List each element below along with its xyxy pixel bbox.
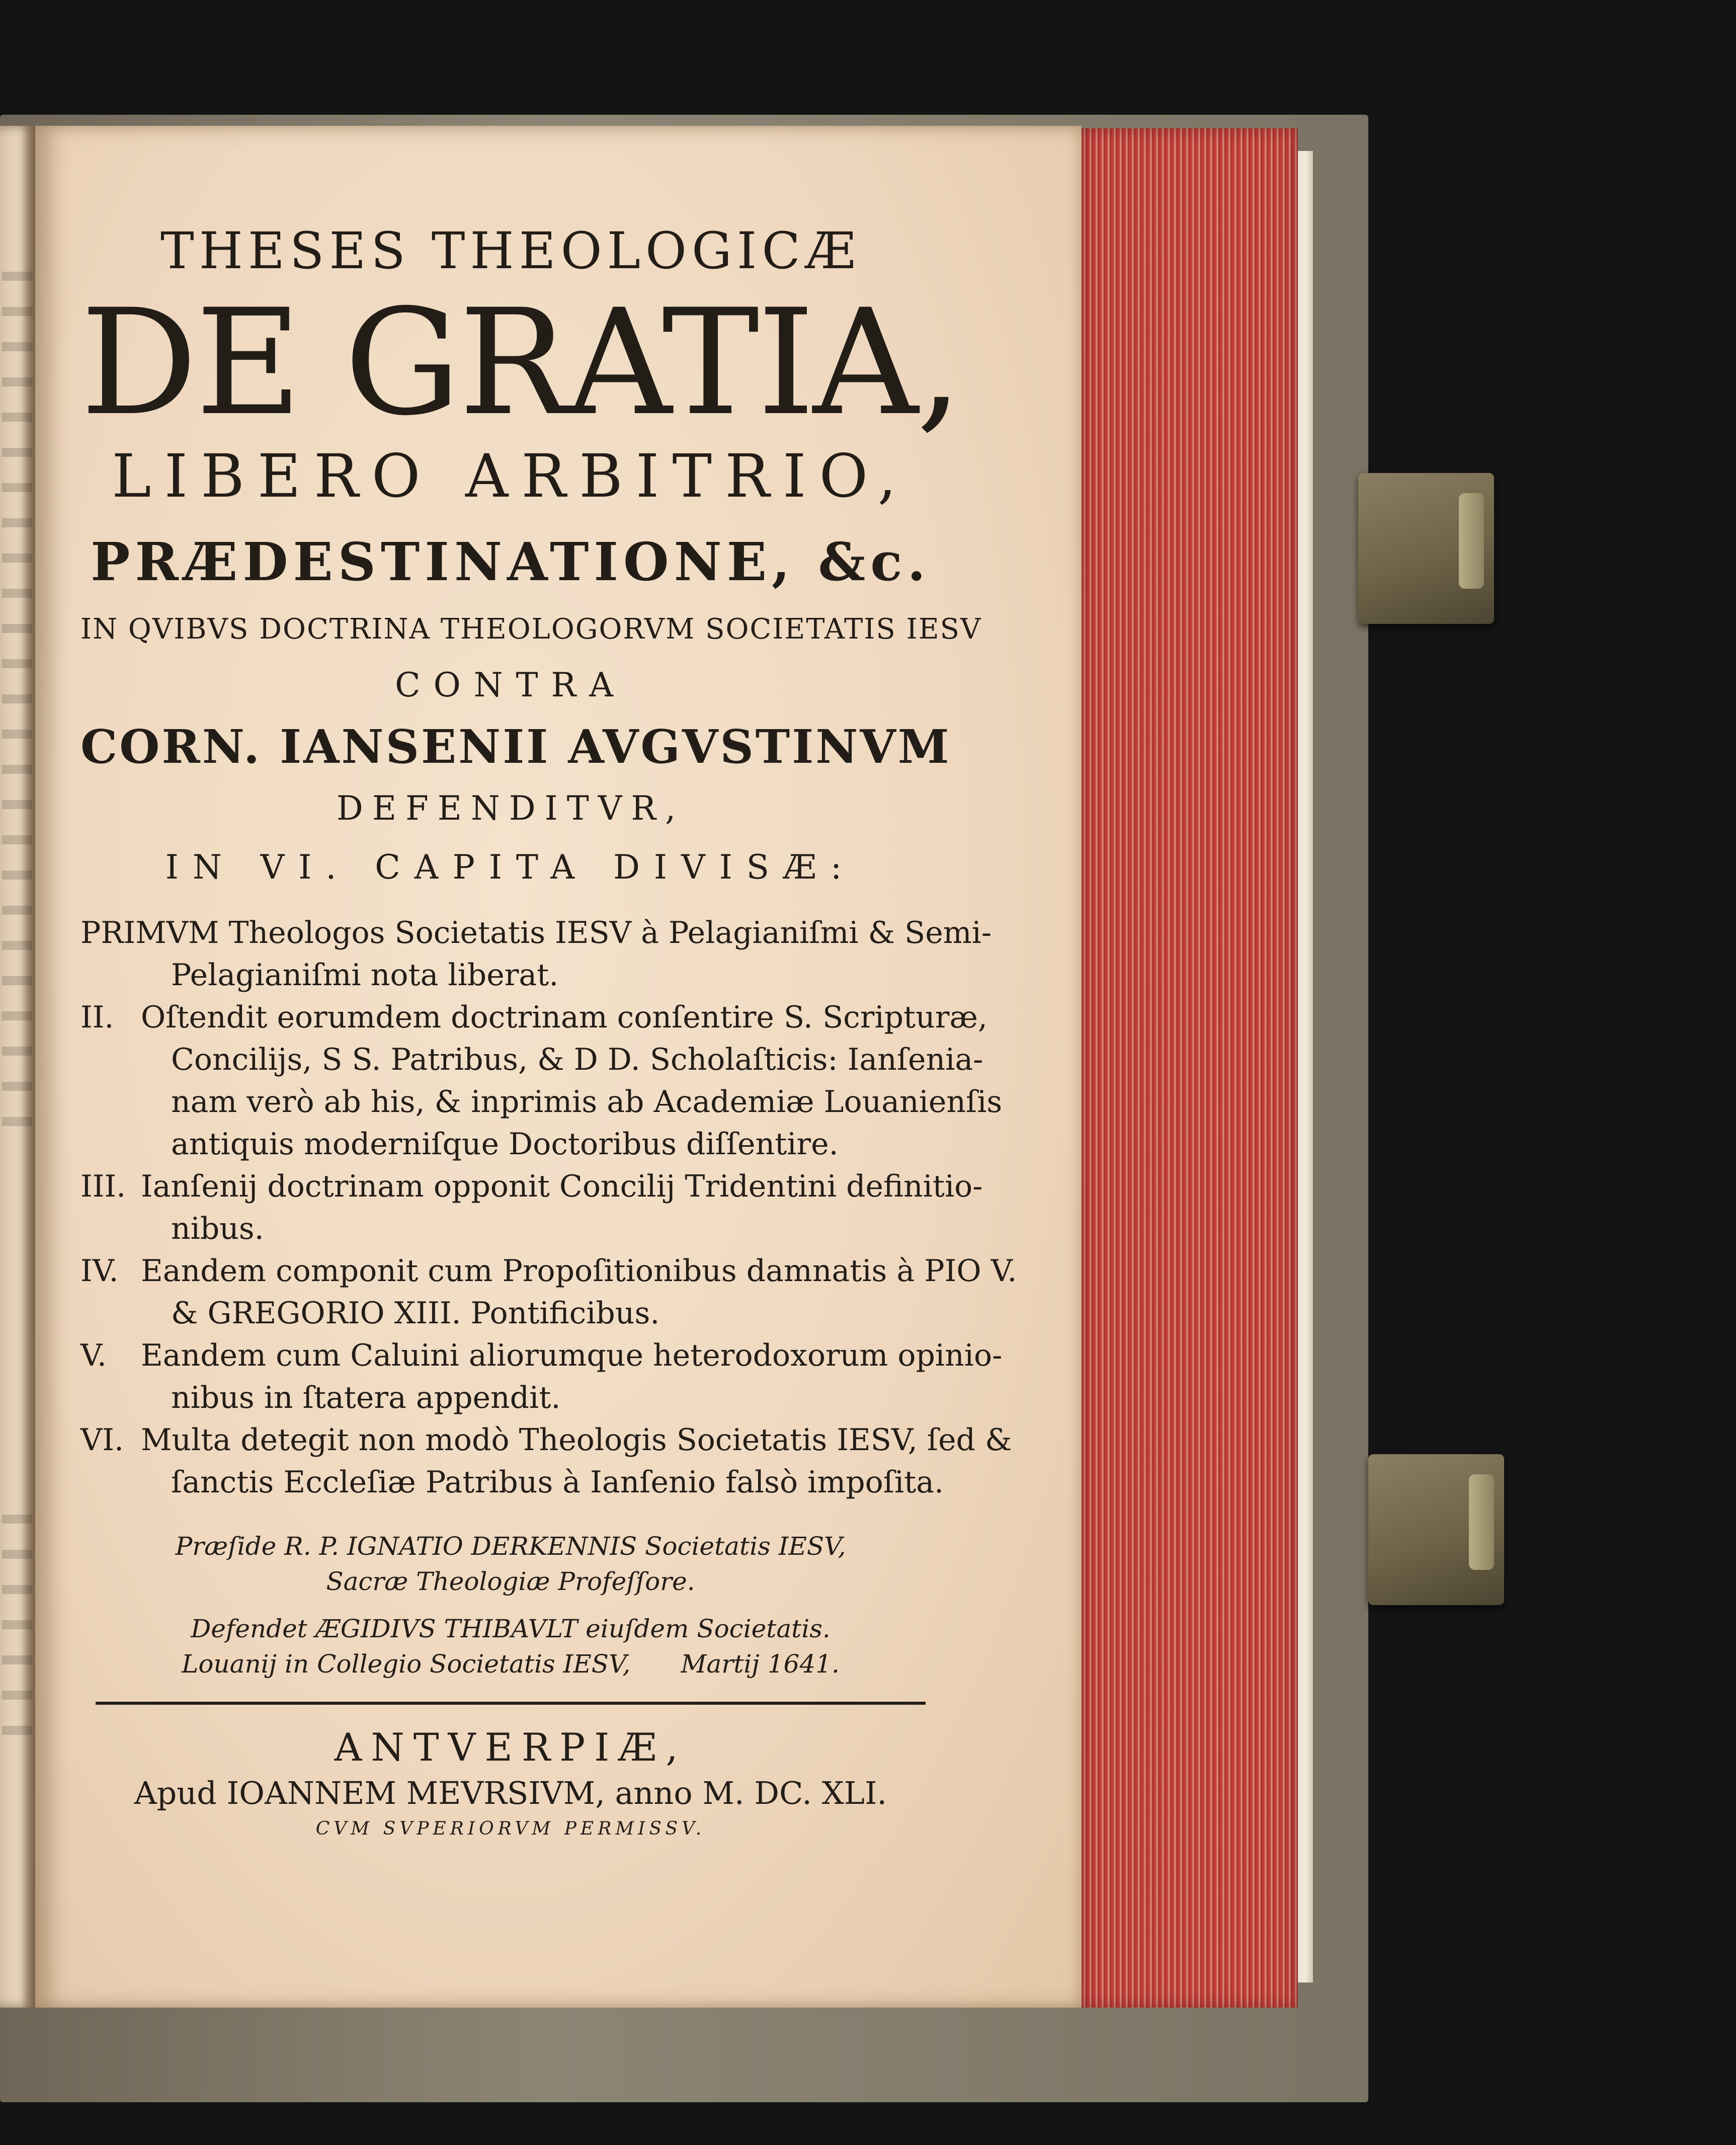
- chapter-line: Eandem componit cum Propoſitionibus damnatis à PIO V.: [141, 1253, 1017, 1289]
- presidium-line: Sacræ Theologiæ Profeſſore.: [326, 1567, 695, 1596]
- title-line-9: IN VI. CAPITA DIVISÆ:: [165, 848, 856, 887]
- chapter-line: Eandem cum Caluini aliorumque heterodoxorum opinio-: [141, 1338, 1003, 1373]
- fore-edge: [1298, 151, 1313, 1982]
- defense: [80, 1611, 941, 1682]
- facing-page-edge: [0, 126, 35, 2008]
- chapter-item: [80, 1165, 983, 1250]
- chapter-item: [80, 1250, 1017, 1334]
- chapter-number: V.: [80, 1338, 107, 1373]
- chapter-line: & GREGORIO XIII. Pontificibus.: [171, 1296, 660, 1331]
- title-line-4: PRÆDESTINATIONE, &c.: [91, 531, 931, 593]
- red-page-edge: [1082, 128, 1298, 2008]
- chapter-line: nibus.: [171, 1211, 264, 1246]
- title-page-text: [80, 221, 1017, 1839]
- defense-date: Martij 1641.: [681, 1649, 840, 1679]
- title-main: DE GRATIA,: [80, 278, 961, 448]
- chapter-number: III.: [80, 1169, 126, 1204]
- chapter-item: [80, 996, 1003, 1165]
- chapter-line: Concilijs, S S. Patribus, & D D. Scholaſticis: Ianſenia-: [171, 1042, 983, 1077]
- chapter-number: VI.: [80, 1422, 124, 1458]
- chapter-number: IV.: [80, 1253, 119, 1289]
- defense-line: Defendet ÆGIDIVS THIBAVLT eiuſdem Societatis.: [191, 1614, 831, 1643]
- chapter-line: PRIMVM Theologos Societatis IESV à Pelagianiſmi & Semi-: [80, 915, 992, 950]
- chapter-number: II.: [80, 1000, 114, 1035]
- imprint-printer: Apud IOANNEM MEVRSIVM, anno M. DC. XLI.: [134, 1775, 887, 1811]
- chapter-item: [80, 1334, 1003, 1419]
- title-line-8: DEFENDITVR,: [336, 789, 685, 828]
- chapter-line: antiquis moderniſque Doctoribus diſſentire.: [171, 1127, 839, 1162]
- clasp-bottom-icon: [1368, 1454, 1504, 1605]
- title-line-5: IN QVIBVS DOCTRINA THEOLOGORVM SOCIETATIS IESV: [80, 613, 982, 646]
- chapter-line: Oſtendit eorumdem doctrinam conſentire S. Scripturæ,: [141, 1000, 987, 1035]
- chapter-line: nibus in ſtatera appendit.: [171, 1380, 561, 1415]
- chapter-item: [80, 1419, 1012, 1503]
- chapter-line: Pelagianiſmi nota liberat.: [171, 958, 559, 993]
- chapter-item: [80, 912, 992, 996]
- title-line-3: LIBERO ARBITRIO,: [112, 441, 910, 511]
- title-line-7: CORN. IANSENII AVGVSTINVM: [80, 720, 951, 774]
- presidium: [80, 1529, 941, 1599]
- clasp-top-icon: [1358, 473, 1494, 624]
- defense-place: Louanij in Collegio Societatis IESV,: [182, 1649, 631, 1679]
- chapter-line: Ianſenij doctrinam opponit Concilij Tridentini definitio-: [141, 1169, 983, 1204]
- chapter-line: Multa detegit non modò Theologis Societatis IESV, ſed &: [141, 1422, 1012, 1458]
- imprint-permission: CVM SVPERIORVM PERMISSV.: [315, 1818, 706, 1839]
- chapter-list: [80, 912, 1017, 1503]
- imprint: [80, 1725, 941, 1839]
- chapter-line: nam verò ab his, & inprimis ab Academiæ Louanienſis: [171, 1084, 1003, 1120]
- horizontal-rule: [96, 1702, 926, 1705]
- imprint-city: ANTVERPIÆ,: [334, 1725, 687, 1770]
- presidium-line: Præſide R. P. IGNATIO DERKENNIS Societatis IESV,: [175, 1532, 846, 1561]
- title-line-1: THESES THEOLOGICÆ: [160, 221, 861, 280]
- chapter-line: ſanctis Eccleſiæ Patribus à Ianſenio falsò impoſita.: [171, 1465, 944, 1500]
- title-line-6: CONTRA: [395, 666, 626, 704]
